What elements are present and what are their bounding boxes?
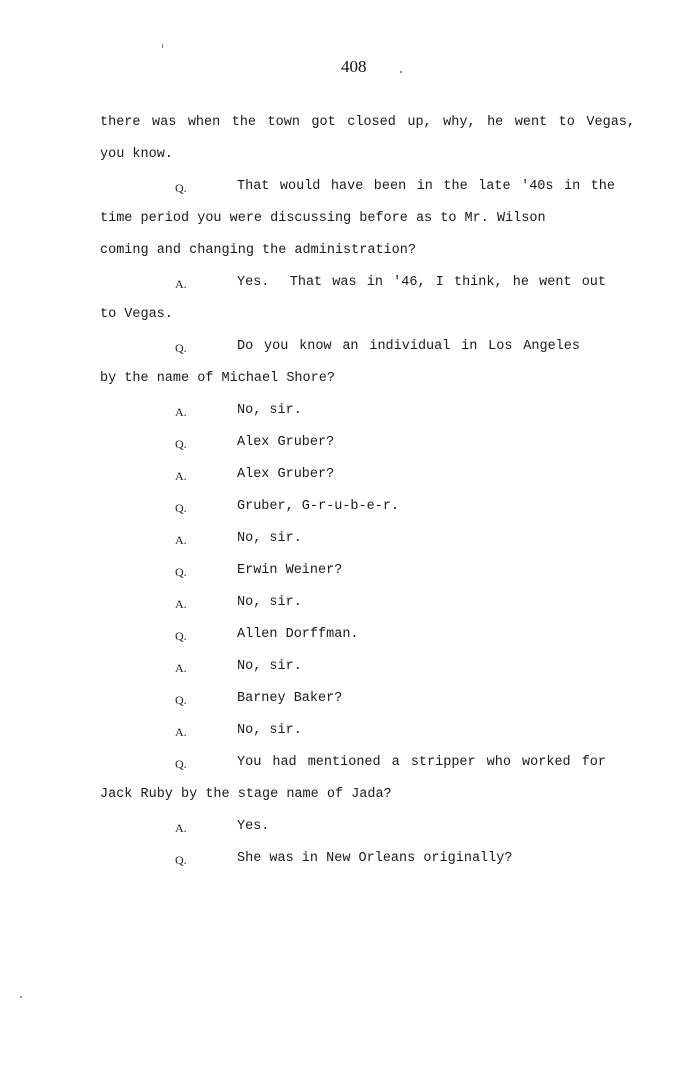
transcript-line: You had mentioned a stripper who worked for	[237, 755, 606, 770]
transcript-line: Yes. That was in '46, I think, he went out	[237, 275, 606, 290]
question-marker: Q.	[175, 181, 187, 195]
page-number: 408	[341, 57, 367, 76]
answer-marker: A.	[175, 821, 187, 835]
question-marker: Q.	[175, 341, 187, 355]
transcript-line: there was when the town got closed up, why, he went to Vegas,	[100, 115, 635, 130]
transcript-line: Do you know an individual in Los Angeles	[237, 339, 580, 354]
transcript-line: coming and changing the administration?	[100, 243, 416, 258]
answer-marker: A.	[175, 533, 187, 547]
answer-marker: A.	[175, 277, 187, 291]
transcript-line: to Vegas.	[100, 307, 173, 322]
transcript-line: No, sir.	[237, 531, 302, 546]
transcript-line: Jack Ruby by the stage name of Jada?	[100, 787, 392, 802]
question-marker: Q.	[175, 853, 187, 867]
transcript-line: time period you were discussing before as to Mr. Wilson	[100, 211, 546, 226]
answer-marker: A.	[175, 469, 187, 483]
question-marker: Q.	[175, 757, 187, 771]
transcript-line: No, sir.	[237, 659, 302, 674]
answer-marker: A.	[175, 405, 187, 419]
scan-speck	[400, 71, 402, 73]
question-marker: Q.	[175, 437, 187, 451]
answer-marker: A.	[175, 725, 187, 739]
scan-speck	[162, 44, 163, 48]
scan-speck	[20, 996, 22, 998]
question-marker: Q.	[175, 693, 187, 707]
transcript-line: Barney Baker?	[237, 691, 343, 706]
transcript-line: you know.	[100, 147, 173, 162]
transcript-line: by the name of Michael Shore?	[100, 371, 335, 386]
transcript-line: Yes.	[237, 819, 270, 834]
question-marker: Q.	[175, 629, 187, 643]
transcript-line: Gruber, G-r-u-b-e-r.	[237, 499, 400, 514]
transcript-line: Alex Gruber?	[237, 467, 335, 482]
answer-marker: A.	[175, 661, 187, 675]
transcript-line: She was in New Orleans originally?	[237, 851, 513, 866]
transcript-line: No, sir.	[237, 403, 302, 418]
question-marker: Q.	[175, 565, 187, 579]
answer-marker: A.	[175, 597, 187, 611]
transcript-line: No, sir.	[237, 595, 302, 610]
transcript-line: Allen Dorffman.	[237, 627, 359, 642]
transcript-line: That would have been in the late '40s in the	[237, 179, 615, 194]
transcript-line: Erwin Weiner?	[237, 563, 343, 578]
transcript-line: No, sir.	[237, 723, 302, 738]
transcript-line: Alex Gruber?	[237, 435, 335, 450]
question-marker: Q.	[175, 501, 187, 515]
